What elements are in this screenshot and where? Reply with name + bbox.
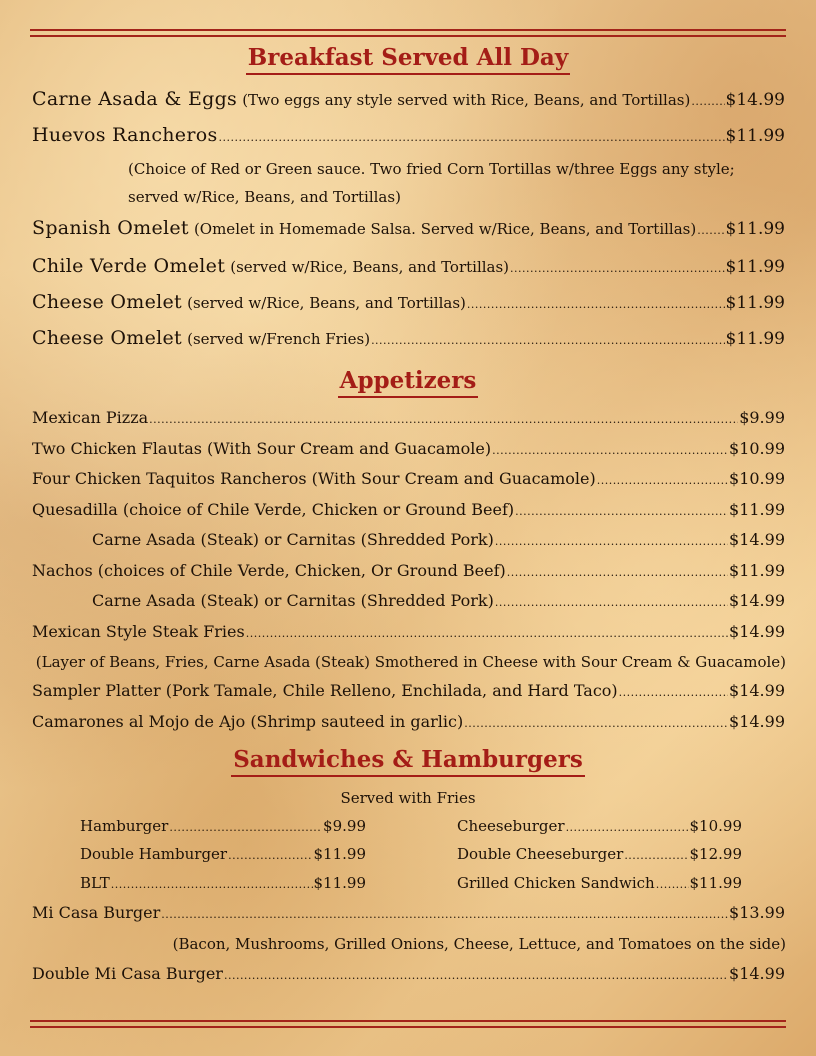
- dot-leader: [149, 413, 738, 426]
- menu-item: Four Chicken Taquitos Rancheros (With Sour Cream and Guacamole) ..... $10.99: [32, 469, 785, 488]
- menu-item: Cheese Omelet (served w/Rice, Beans, and Tortillas) ..... $11.99: [32, 291, 785, 313]
- menu-item: Mexican Pizza ..... $9.99: [32, 408, 785, 427]
- menu-item: Double Cheeseburger ..... $12.99: [457, 845, 742, 863]
- dot-leader: [691, 95, 724, 108]
- dot-leader: [697, 224, 724, 237]
- top-border-rule: [30, 29, 786, 37]
- menu-item: Nachos (choices of Chile Verde, Chicken, Or Ground Beef) ..... $11.99: [32, 561, 785, 580]
- dot-leader: [492, 444, 728, 457]
- dot-leader: [507, 566, 728, 579]
- menu-item: Mi Casa Burger ..... $13.99: [32, 903, 785, 922]
- dot-leader: [246, 627, 728, 640]
- bottom-border-rule: [30, 1020, 786, 1028]
- menu-item: BLT ..... $11.99: [80, 874, 366, 892]
- menu-item: Carne Asada & Eggs (Two eggs any style served with Rice, Beans, and Tortillas) ..... $14.99: [32, 88, 785, 110]
- dot-leader: [624, 849, 688, 862]
- item-note: (Choice of Red or Green sauce. Two fried Corn Tortillas w/three Eggs any style; served w/Rice, Beans, and Tortillas): [128, 160, 735, 206]
- menu-item: Sampler Platter (Pork Tamale, Chile Relleno, Enchilada, and Hard Taco) ..... $14.99: [32, 681, 785, 700]
- menu-item: Carne Asada (Steak) or Carnitas (Shredded Pork) ..... $14.99: [92, 530, 785, 549]
- dot-leader: [597, 474, 728, 487]
- menu-item: Grilled Chicken Sandwich ..... $11.99: [457, 874, 742, 892]
- menu-item: Camarones al Mojo de Ajo (Shrimp sauteed in garlic) ..... $14.99: [32, 712, 785, 731]
- section-subtitle: Served with Fries: [340, 789, 476, 807]
- dot-leader: [619, 686, 728, 699]
- dot-leader: [161, 908, 728, 921]
- dot-leader: [224, 969, 728, 982]
- dot-leader: [515, 505, 728, 518]
- dot-leader: [656, 878, 689, 891]
- dot-leader: [169, 821, 322, 834]
- dot-leader: [111, 878, 313, 891]
- menu-item: Spanish Omelet (Omelet in Homemade Salsa. Served w/Rice, Beans, and Tortillas) ..... $11.99: [32, 217, 785, 239]
- item-note: (Bacon, Mushrooms, Grilled Onions, Cheese, Lettuce, and Tomatoes on the side): [172, 935, 786, 953]
- menu-item: Cheeseburger ..... $10.99: [457, 817, 742, 835]
- menu-item: Two Chicken Flautas (With Sour Cream and Guacamole) ..... $10.99: [32, 439, 785, 458]
- dot-leader: [228, 849, 312, 862]
- dot-leader: [464, 717, 728, 730]
- menu-item: Quesadilla (choice of Chile Verde, Chicken or Ground Beef) ..... $11.99: [32, 500, 785, 519]
- menu-item: Hamburger ..... $9.99: [80, 817, 366, 835]
- dot-leader: [371, 334, 724, 347]
- menu-item: Double Hamburger ..... $11.99: [80, 845, 366, 863]
- menu-item: Chile Verde Omelet (served w/Rice, Beans, and Tortillas) ..... $11.99: [32, 255, 785, 277]
- menu-item: Cheese Omelet (served w/French Fries) ..... $11.99: [32, 327, 785, 349]
- dot-leader: [495, 535, 728, 548]
- item-note: (Layer of Beans, Fries, Carne Asada (Steak) Smothered in Cheese with Sour Cream & Guacamole): [35, 653, 786, 671]
- dot-leader: [467, 298, 725, 311]
- menu-item: Carne Asada (Steak) or Carnitas (Shredded Pork) ..... $14.99: [92, 591, 785, 610]
- appetizers-heading: Appetizers: [0, 367, 816, 398]
- menu-item: Mexican Style Steak Fries ..... $14.99: [32, 622, 785, 641]
- sandwiches-heading: Sandwiches & Hamburgers: [0, 746, 816, 777]
- menu-item: Huevos Rancheros ..... $11.99: [32, 124, 785, 146]
- menu-item: Double Mi Casa Burger ..... $14.99: [32, 964, 785, 983]
- breakfast-heading: Breakfast Served All Day: [0, 44, 816, 75]
- dot-leader: [566, 821, 689, 834]
- dot-leader: [219, 131, 725, 144]
- dot-leader: [495, 596, 728, 609]
- dot-leader: [510, 262, 724, 275]
